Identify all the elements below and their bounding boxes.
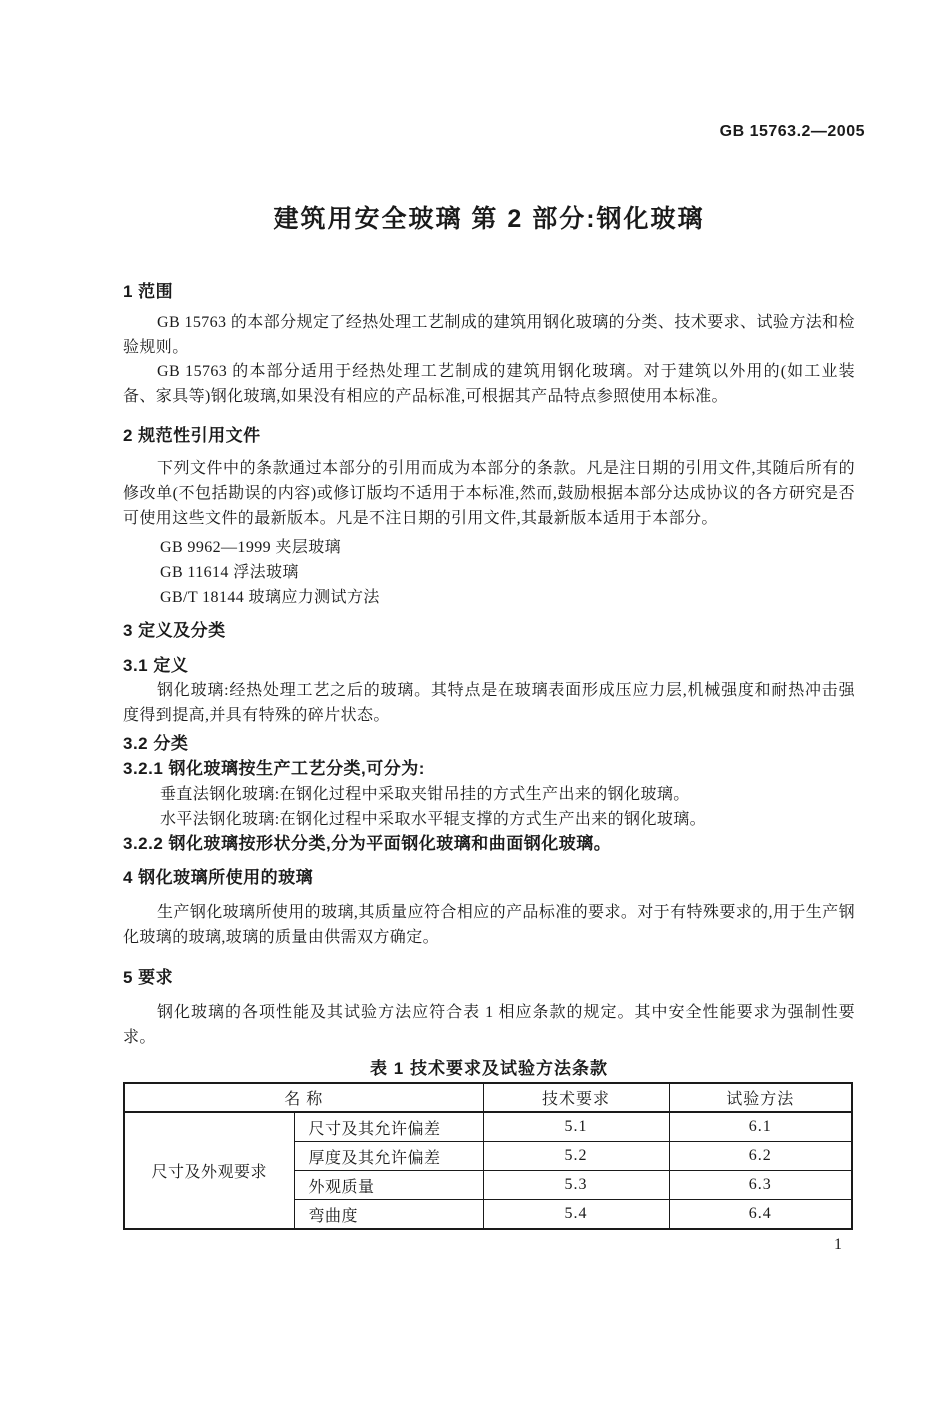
cell-test-clause: 6.4 [669,1200,852,1230]
section-2-heading: 2 规范性引用文件 [123,426,261,445]
section-1-heading: 1 范围 [123,282,174,301]
section-4-heading: 4 钢化玻璃所使用的玻璃 [123,868,314,887]
section-3-1-heading: 3.1 定义 [123,656,189,675]
cell-tech-clause: 5.1 [483,1112,669,1142]
section-5-heading: 5 要求 [123,968,174,987]
section-3-2-heading: 3.2 分类 [123,734,189,753]
cell-group-dimension-appearance: 尺寸及外观要求 [124,1112,294,1229]
standard-code: GB 15763.2—2005 [719,123,865,140]
cell-item: 外观质量 [294,1171,483,1200]
section-3-2-1-item-vertical: 垂直法钢化玻璃:在钢化过程中采取夹钳吊挂的方式生产出来的钢化玻璃。 [160,786,690,803]
section-3-2-1-heading: 3.2.1 钢化玻璃按生产工艺分类,可分为: [123,759,425,778]
column-header-test-method: 试验方法 [669,1083,852,1112]
cell-tech-clause: 5.2 [483,1142,669,1171]
column-header-tech-requirement: 技术要求 [483,1083,669,1112]
section-5-paragraph-1: 钢化玻璃的各项性能及其试验方法应符合表 1 相应条款的规定。其中安全性能要求为强制性要求。 [123,1004,855,1046]
cell-item: 尺寸及其允许偏差 [294,1112,483,1142]
section-3-2-1-item-horizontal: 水平法钢化玻璃:在钢化过程中采取水平辊支撑的方式生产出来的钢化玻璃。 [160,811,707,828]
cell-test-clause: 6.3 [669,1171,852,1200]
cell-test-clause: 6.1 [669,1112,852,1142]
section-3-heading: 3 定义及分类 [123,621,226,640]
cell-item: 厚度及其允许偏差 [294,1142,483,1171]
page-number: 1 [834,1236,842,1253]
cell-test-clause: 6.2 [669,1142,852,1171]
table-header-row [124,1083,852,1112]
section-1-paragraph-2: GB 15763 的本部分适用于经热处理工艺制成的建筑用钢化玻璃。对于建筑以外用的(如工业装备、家具等)钢化玻璃,如果没有相应的产品标准,可根据其产品特点参照使用本标准。 [123,363,855,405]
reference-item-1: GB 9962—1999 夹层玻璃 [160,539,342,556]
cell-tech-clause: 5.3 [483,1171,669,1200]
cell-tech-clause: 5.4 [483,1200,669,1230]
column-header-name: 名 称 [124,1083,483,1112]
section-1-paragraph-1: GB 15763 的本部分规定了经热处理工艺制成的建筑用钢化玻璃的分类、技术要求、试验方法和检验规则。 [123,314,855,356]
table-row [124,1112,852,1142]
reference-item-3: GB/T 18144 玻璃应力测试方法 [160,589,380,606]
section-2-paragraph-1: 下列文件中的条款通过本部分的引用而成为本部分的条款。凡是注日期的引用文件,其随后所有的修改单(不包括勘误的内容)或修订版均不适用于本标准,然而,鼓励根据本部分达成协议的各方研究是否可使用这些文件的最新版本。凡是不注日期的引用文件,其最新版本适用于本部分。 [123,460,855,527]
table-1-caption: 表 1 技术要求及试验方法条款 [370,1059,608,1078]
section-4-paragraph-1: 生产钢化玻璃所使用的玻璃,其质量应符合相应的产品标准的要求。对于有特殊要求的,用于生产钢化玻璃的玻璃,玻璃的质量由供需双方确定。 [123,904,855,946]
section-3-2-2-heading: 3.2.2 钢化玻璃按形状分类,分为平面钢化玻璃和曲面钢化玻璃。 [123,834,612,853]
table-1-technical-requirements [123,1082,853,1230]
section-3-1-paragraph: 钢化玻璃:经热处理工艺之后的玻璃。其特点是在玻璃表面形成压应力层,机械强度和耐热冲击强度得到提高,并具有特殊的碎片状态。 [123,682,855,724]
cell-item: 弯曲度 [294,1200,483,1230]
reference-item-2: GB 11614 浮法玻璃 [160,564,299,581]
document-title: 建筑用安全玻璃 第 2 部分:钢化玻璃 [273,205,705,233]
